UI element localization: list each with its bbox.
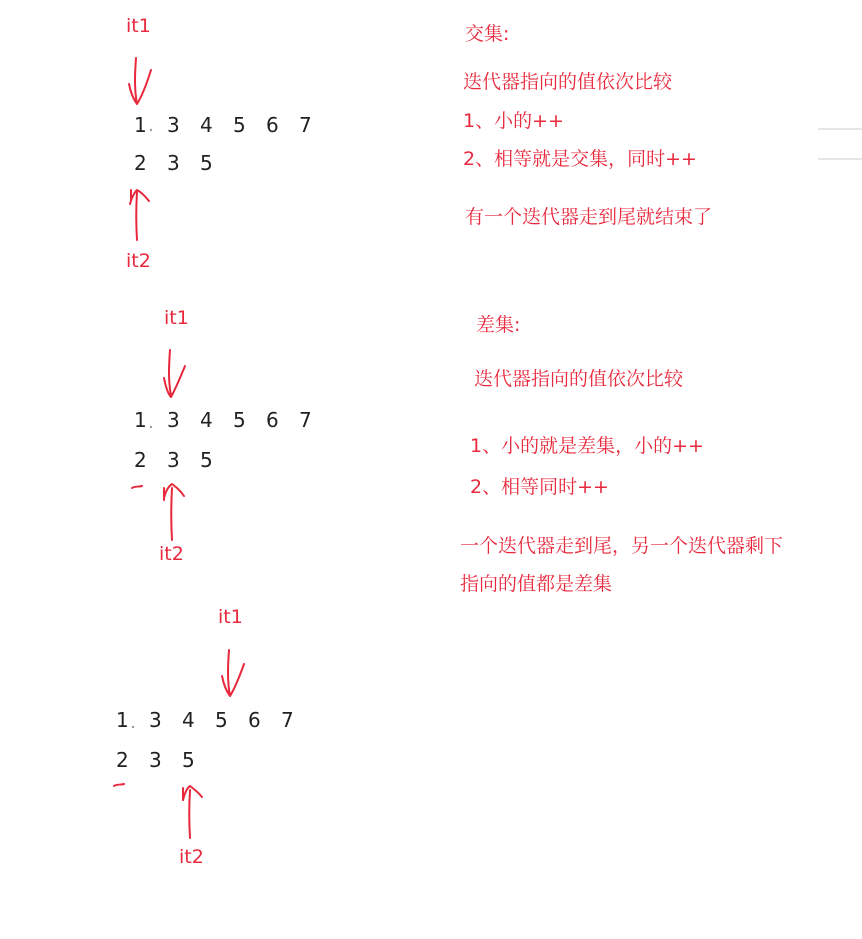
seq1-item: 7: [299, 408, 312, 432]
seq2-item: 2: [134, 448, 147, 472]
seq2-item: 3: [167, 151, 180, 175]
difference-line-2: 1、小的就是差集，小的++: [470, 435, 704, 457]
seq1-item: 4: [200, 408, 213, 432]
intersection-line-2: 1、小的++: [463, 110, 564, 132]
seq1-item: 7: [281, 708, 294, 732]
difference-line-4: 一个迭代器走到尾，另一个迭代器剩下: [460, 535, 784, 557]
seq1-item: 6: [248, 708, 261, 732]
intersection-title: 交集:: [465, 23, 510, 45]
seq1-item: 3: [149, 708, 162, 732]
it1-label: it1: [218, 606, 243, 628]
it1-label: it1: [164, 307, 189, 329]
seq2-item: 2: [116, 748, 129, 772]
seq2-item: 5: [182, 748, 195, 772]
seq2-item: 5: [200, 448, 213, 472]
seq2-item: 5: [200, 151, 213, 175]
seq1-item: 1: [116, 708, 129, 732]
divider: [818, 128, 862, 130]
seq1-item: 1: [134, 408, 147, 432]
seq2-item: 2: [134, 151, 147, 175]
seq1-item: 6: [266, 408, 279, 432]
seq2-item: 3: [167, 448, 180, 472]
seq1-item: 1: [134, 113, 147, 137]
seq1-item: 7: [299, 113, 312, 137]
it1-down-arrow-icon: [222, 650, 244, 696]
seq1-item: 5: [233, 113, 246, 137]
difference-line-1: 迭代器指向的值依次比较: [474, 368, 684, 390]
seq1-item: 4: [200, 113, 213, 137]
difference-line-3: 2、相等同时++: [470, 476, 609, 498]
it2-up-arrow-icon: [164, 484, 184, 540]
difference-title: 差集:: [476, 314, 521, 336]
it2-label: it2: [126, 250, 151, 272]
seq2-item: 3: [149, 748, 162, 772]
it2-label: it2: [179, 846, 204, 868]
divider: [818, 158, 862, 160]
intersection-line-4: 有一个迭代器走到尾就结束了: [465, 206, 713, 228]
it2-up-arrow-icon: [130, 190, 149, 240]
it2-label: it2: [159, 543, 184, 565]
intersection-line-1: 迭代器指向的值依次比较: [463, 71, 673, 93]
seq1-item: 3: [167, 113, 180, 137]
seq1-item: 4: [182, 708, 195, 732]
seq1-item: 5: [233, 408, 246, 432]
seq1-item: 3: [167, 408, 180, 432]
it1-down-arrow-icon: [164, 350, 185, 397]
it2-up-arrow-icon: [183, 786, 202, 838]
intersection-line-3: 2、相等就是交集，同时++: [463, 148, 697, 170]
it1-label: it1: [126, 15, 151, 37]
difference-line-5: 指向的值都是差集: [460, 573, 613, 595]
seq1-item: 5: [215, 708, 228, 732]
seq1-item: 6: [266, 113, 279, 137]
it1-down-arrow-icon: [129, 58, 151, 104]
